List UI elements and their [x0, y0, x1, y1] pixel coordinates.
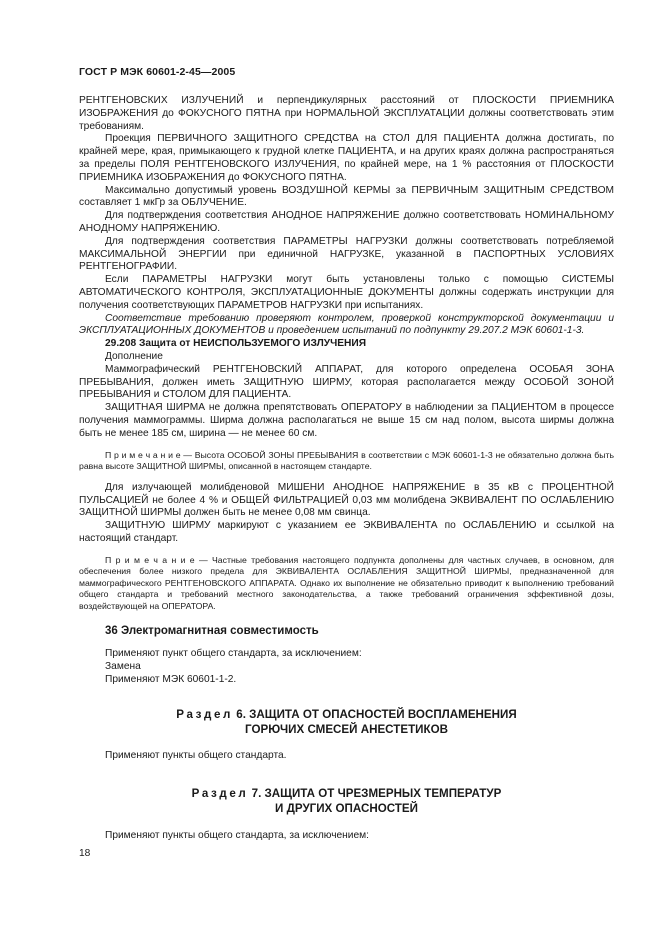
paragraph: Маммографический РЕНТГЕНОВСКИЙ АППАРАТ, для которого определена ОСОБАЯ ЗОНА ПРЕБЫВАНИЯ, должен иметь ЗАЩИТНУЮ ШИРМУ, которая располагается между ОСОБОЙ ЗОНОЙ ПРЕБЫВАНИЯ и СТОЛОМ ДЛЯ ПАЦИЕНТА. — [79, 363, 614, 401]
document-body — [79, 95, 614, 842]
paragraph: Если ПАРАМЕТРЫ НАГРУЗКИ могут быть установлены только с помощью СИСТЕМЫ АВТОМАТИЧЕСКОГО КОНТРОЛЯ, ЭКСПЛУАТАЦИОННЫЕ ДОКУМЕНТЫ должны содержать инструкции для получения соответствующих ПАРАМЕТРОВ НАГРУЗКИ при испытаниях. — [79, 274, 614, 311]
compliance-paragraph: Соответствие требованию проверяют контролем, проверкой конструкторской документации и ЭКСПЛУАТАЦИОННЫХ ДОКУМЕНТОВ и проведением испытаний по подпункту 29.207.2 МЭК 60601-1-3. — [79, 312, 614, 337]
page-number: 18 — [79, 848, 91, 859]
paragraph: Применяют пункт общего стандарта, за исключением: — [105, 648, 362, 660]
note: П р и м е ч а н и е — Высота ОСОБОЙ ЗОНЫ ПРЕБЫВАНИЯ в соответствии с МЭК 60601-1-3 не обязательно должна быть равна высоте ЗАЩИТНОЙ ШИРМЫ, описанной в настоящем стандарте. — [79, 449, 614, 472]
paragraph: ЗАЩИТНАЯ ШИРМА не должна препятствовать ОПЕРАТОРУ в наблюдении за ПАЦИЕНТОМ в процессе получения маммограммы. Ширма должна располагаться не выше 15 см над полом, высота ширмы должна быть не менее 185 см, ширина — не менее 60 см. — [79, 402, 614, 439]
paragraph: Замена — [105, 661, 141, 673]
section-title-line: И ДРУГИХ ОПАСНОСТЕЙ — [275, 801, 418, 815]
paragraph: Дополнение — [105, 350, 163, 362]
section-6-heading — [79, 707, 614, 737]
paragraph: Применяют МЭК 60601-1-2. — [105, 674, 237, 686]
section-word: Раздел — [191, 786, 249, 800]
section-7-heading — [79, 786, 614, 816]
paragraph: Применяют пункты общего стандарта. — [105, 749, 287, 761]
paragraph: Для подтверждения соответствия ПАРАМЕТРЫ НАГРУЗКИ должны соответствовать потребляемой МАКСИМАЛЬНОЙ ЭНЕРГИИ при единичной НАГРУЗКЕ, указанной в ПАСПОРТНЫХ УСЛОВИЯХ РЕНТГЕНОГРАФИИ. — [79, 235, 614, 273]
section-heading-36: 36 Электромагнитная совместимость — [105, 624, 319, 637]
document-header: ГОСТ Р МЭК 60601-2-45—2005 — [79, 66, 236, 78]
paragraph: РЕНТГЕНОВСКИХ ИЗЛУЧЕНИЙ и перпендикулярных расстояний от ПЛОСКОСТИ ПРИЕМНИКА ИЗОБРАЖЕНИЯ до ФОКУСНОГО ПЯТНА при НОРМАЛЬНОЙ ЭКСПЛУАТАЦИИ должны соответствовать этим требованиям. — [79, 95, 614, 132]
paragraph: Для подтверждения соответствия АНОДНОЕ НАПРЯЖЕНИЕ должно соответствовать НОМИНАЛЬНОМУ АНОДНОМУ НАПРЯЖЕНИЮ. — [79, 210, 614, 234]
section-title-line: 7. ЗАЩИТА ОТ ЧРЕЗМЕРНЫХ ТЕМПЕРАТУР — [251, 786, 502, 800]
section-title-line: ГОРЮЧИХ СМЕСЕЙ АНЕСТЕТИКОВ — [245, 722, 448, 736]
paragraph: Проекция ПЕРВИЧНОГО ЗАЩИТНОГО СРЕДСТВА на СТОЛ ДЛЯ ПАЦИЕНТА должна достигать, по крайней мере, края, примыкающего к грудной клетке ПАЦИЕНТА, и на других краях должна распространяться за пределы ПОЛЯ РЕНТГЕНОВСКОГО ИЗЛУЧЕНИЯ, по крайней мере, на 1 % расстояния от ПЛОСКОСТИ ПРИЕМНИКА ИЗОБРАЖЕНИЯ до ФОКУСНОГО ПЯТНА. — [79, 133, 614, 183]
subclause-heading: 29.208 Защита от НЕИСПОЛЬЗУЕМОГО ИЗЛУЧЕНИЯ — [105, 338, 367, 350]
paragraph: Применяют пункты общего стандарта, за исключением: — [105, 829, 369, 841]
section-word: Раздел — [176, 707, 234, 721]
note: П р и м е ч а н и е — Частные требования настоящего подпункта дополнены для частных случаев, в основном, для обеспечения более низкого предела для ЭКВИВАЛЕНТА ОСЛАБЛЕНИЯ ЗАЩИТНОЙ ШИРМЫ, предназначенной для маммографического РЕНТГЕНОВСКОГО АППАРАТА. Однако их выполнение не обязательно приводит к выполнению требований общего стандарта и требований местного законодательства, а также требований ограничения эффективной дозы, воздействующей на ОПЕРАТОРА. — [79, 554, 614, 612]
paragraph: Для излучающей молибденовой МИШЕНИ АНОДНОЕ НАПРЯЖЕНИЕ в 35 кВ с ПРОЦЕНТНОЙ ПУЛЬСАЦИЕЙ не более 4 % и ОБЩЕЙ ФИЛЬТРАЦИЕЙ 0,03 мм молибдена ЭКВИВАЛЕНТ ПО ОСЛАБЛЕНИЮ ЗАЩИТНОЙ ШИРМЫ должен быть не менее 0,08 мм свинца. — [79, 481, 614, 519]
section-title-line: 6. ЗАЩИТА ОТ ОПАСНОСТЕЙ ВОСПЛАМЕНЕНИЯ — [236, 707, 517, 721]
paragraph: Максимально допустимый уровень ВОЗДУШНОЙ КЕРМЫ за ПЕРВИЧНЫМ ЗАЩИТНЫМ СРЕДСТВОМ составляет 1 мкГр за ОБЛУЧЕНИЕ. — [79, 184, 614, 209]
paragraph: ЗАЩИТНУЮ ШИРМУ маркируют с указанием ее ЭКВИВАЛЕНТА по ОСЛАБЛЕНИЮ и ссылкой на настоящий стандарт. — [79, 520, 614, 544]
